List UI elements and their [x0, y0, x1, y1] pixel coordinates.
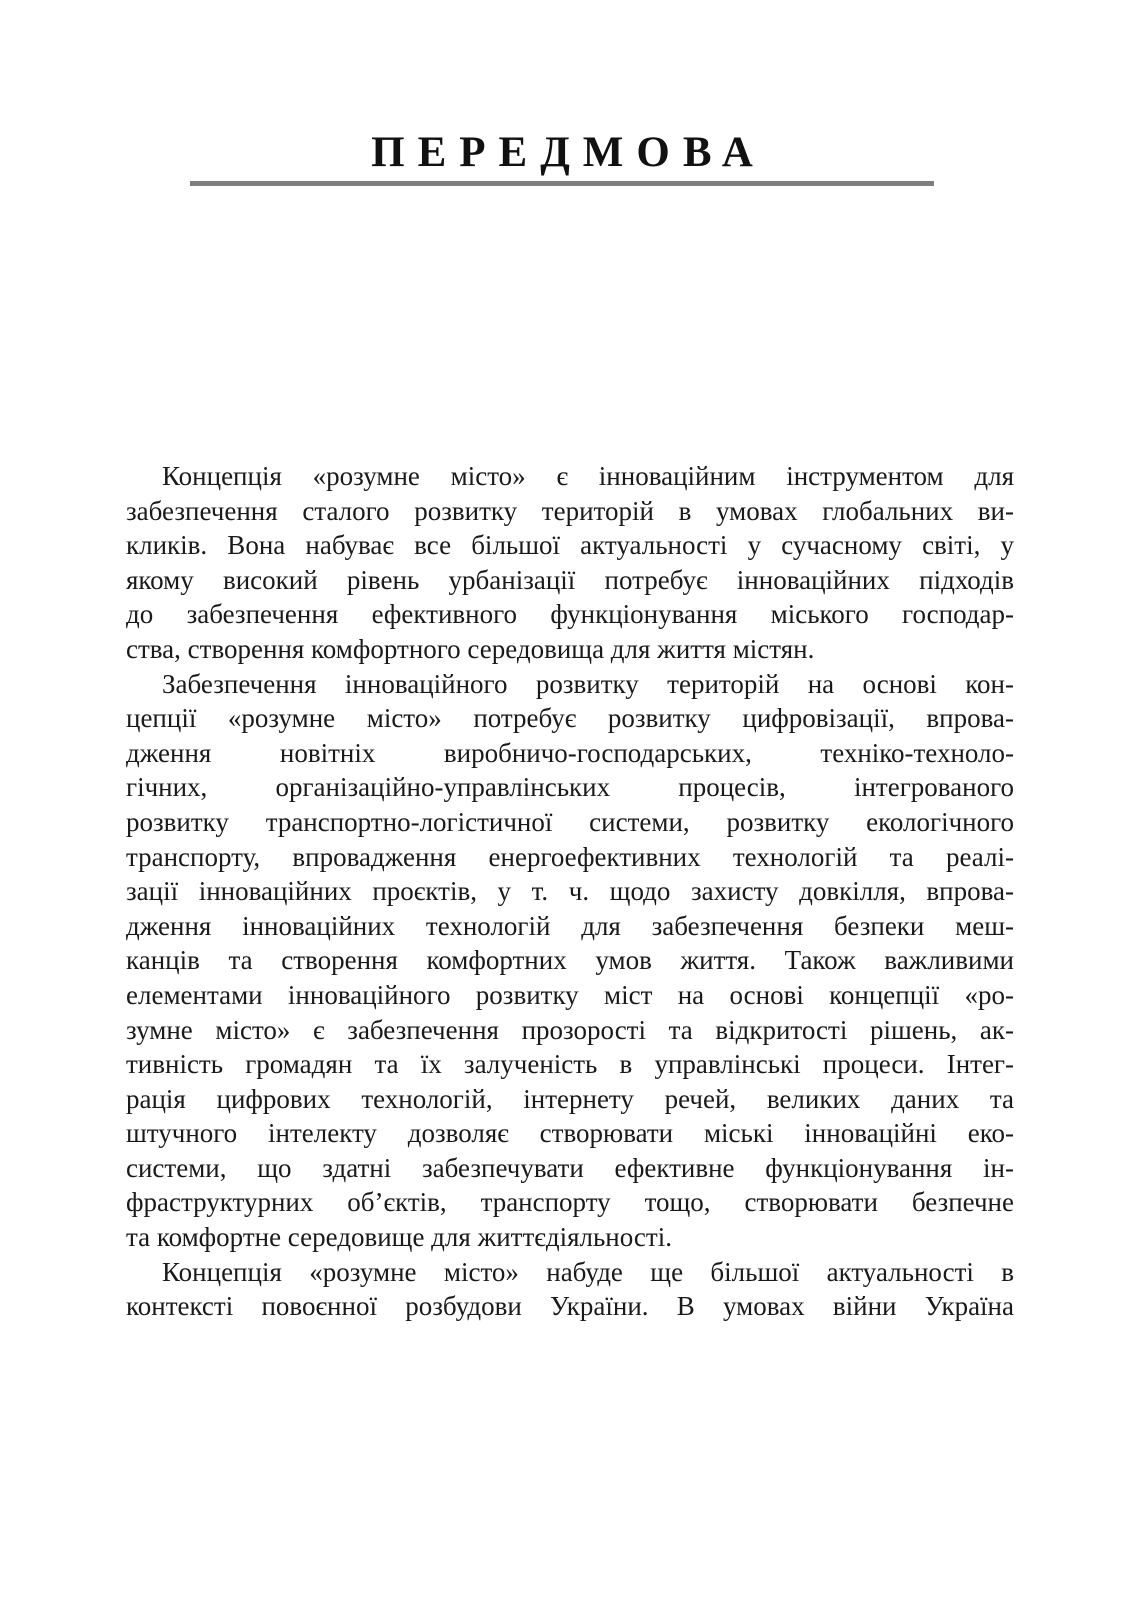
text-line: зації інноваційних проєктів, у т. ч. щодо захисту довкілля, впрова-: [126, 876, 1014, 907]
text-line: дження новітніх виробничо-господарських, техніко-техноло-: [126, 737, 1014, 768]
text-line: гічних, організаційно-управлінських процесів, інтегрованого: [126, 772, 1014, 803]
text-line: тивність громадян та їх залученість в управлінські процеси. Інтег-: [126, 1049, 1014, 1080]
text-line: штучного інтелекту дозволяє створювати міські інноваційні еко-: [126, 1118, 1014, 1149]
text-line: фраструктурних об’єктів, транспорту тощо, створювати безпечне: [126, 1187, 1014, 1218]
text-line: канців та створення комфортних умов життя. Також важливими: [126, 945, 1014, 976]
text-line: Забезпечення інноваційного розвитку територій на основі кон-: [162, 668, 1014, 699]
text-line: елементами інноваційного розвитку міст на основі концепції «ро-: [126, 979, 1014, 1010]
text-line: Концепція «розумне місто» є інноваційним інструментом для: [162, 461, 1014, 491]
title-underline: [190, 181, 934, 186]
text-line: транспорту, впровадження енергоефективних технологій та реалі-: [126, 841, 1014, 872]
text-line: системи, що здатні забезпечувати ефективне функціонування ін-: [126, 1152, 1014, 1183]
text-line: цепції «розумне місто» потребує розвитку цифровізації, впрова-: [126, 703, 1014, 734]
text-line: ства, створення комфортного середовища для життя містян.: [126, 633, 815, 664]
text-line: Концепція «розумне місто» набуде ще більшої актуальності в: [162, 1256, 1014, 1287]
page-title: ПЕРЕДМОВА: [371, 129, 766, 176]
text-line: кликів. Вона набуває все більшої актуальності у сучасному світі, у: [126, 530, 1014, 561]
text-line: контексті повоєнної розбудови України. В умовах війни Україна: [126, 1291, 1014, 1322]
text-line: якому високий рівень урбанізації потребує інноваційних підходів: [126, 564, 1014, 595]
text-line: зумне місто» є забезпечення прозорості та відкритості рішень, ак-: [126, 1014, 1014, 1045]
text-line: дження інноваційних технологій для забезпечення безпеки меш-: [126, 910, 1014, 941]
body-text: [126, 459, 1014, 1324]
text-line: забезпечення сталого розвитку територій в умовах глобальних ви-: [126, 495, 1014, 526]
text-line: до забезпечення ефективного функціонування міського господар-: [126, 599, 1014, 630]
text-line: рація цифрових технологій, інтернету речей, великих даних та: [126, 1083, 1014, 1114]
text-line: розвитку транспортно-логістичної системи, розвитку екологічного: [126, 806, 1014, 837]
text-line: та комфортне середовище для життєдіяльності.: [126, 1222, 672, 1253]
